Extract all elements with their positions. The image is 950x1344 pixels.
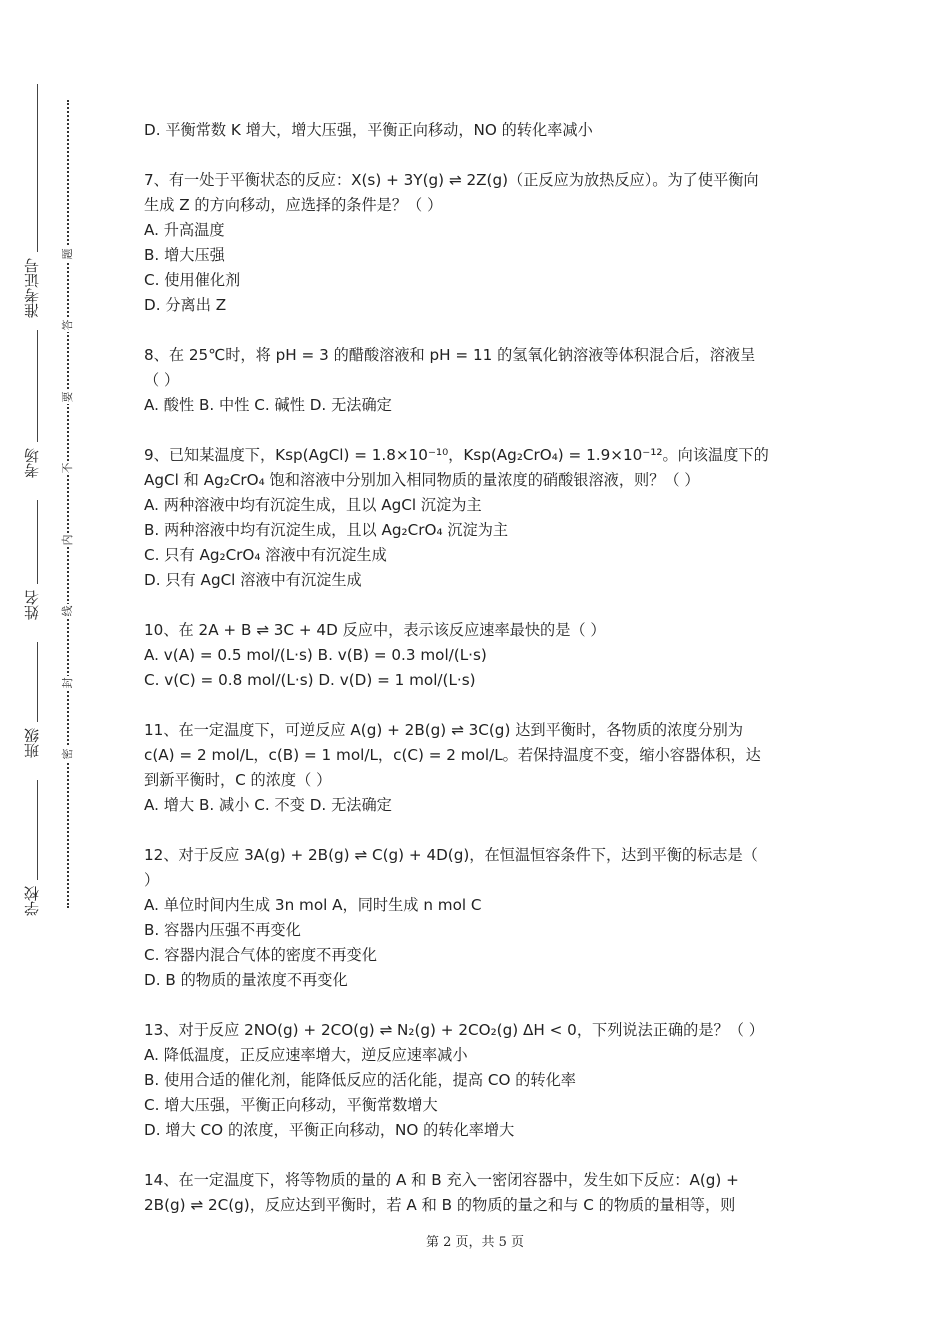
option-line: C. 容器内混合气体的密度不再变化 [144, 946, 377, 964]
question-12 [144, 843, 814, 993]
option-line: C. v(C) = 0.8 mol/(L·s) D. v(D) = 1 mol/(L·s) [144, 671, 476, 689]
option-line: D. 只有 AgCl 溶液中有沉淀生成 [144, 571, 362, 589]
option-line: A. 单位时间内生成 3n mol A，同时生成 n mol C [144, 896, 482, 914]
field-underline [37, 500, 38, 584]
question-stem: 10、在 2A + B ⇌ 3C + 4D 反应中，表示该反应速率最快的是（ ） [144, 621, 606, 639]
question-9 [144, 443, 814, 593]
field-underline [37, 642, 38, 722]
option-line: A. 降低温度，正反应速率增大，逆反应速率减小 [144, 1046, 468, 1064]
question-13 [144, 1018, 814, 1143]
option-line: D. 平衡常数 K 增大，增大压强，平衡正向移动，NO 的转化率减小 [144, 121, 593, 139]
option-line: A. 升高温度 [144, 221, 225, 239]
seal-char: 密 [61, 748, 74, 760]
question-14 [144, 1168, 814, 1218]
question-stem: AgCl 和 Ag₂CrO₄ 饱和溶液中分别加入相同物质的量浓度的硝酸银溶液，则？（ ） [144, 471, 700, 489]
question-stem: ） [144, 871, 160, 889]
seal-char: 题 [61, 248, 74, 260]
option-line: B. 使用合适的催化剂，能降低反应的活化能，提高 CO 的转化率 [144, 1071, 576, 1089]
field-label-class: 班级 [23, 728, 41, 758]
option-line: A. 酸性 B. 中性 C. 碱性 D. 无法确定 [144, 396, 392, 414]
option-line: D. 分离出 Z [144, 296, 227, 314]
field-label-school: 学校 [23, 886, 41, 916]
question-stem: 13、对于反应 2NO(g) + 2CO(g) ⇌ N₂(g) + 2CO₂(g) ΔH < 0，下列说法正确的是？（ ） [144, 1021, 764, 1039]
option-line: B. 容器内压强不再变化 [144, 921, 301, 939]
seal-char: 内 [61, 534, 74, 546]
option-line: B. 两种溶液中均有沉淀生成，且以 Ag₂CrO₄ 沉淀为主 [144, 521, 509, 539]
seal-char: 线 [61, 605, 74, 617]
question-stem: 7、有一处于平衡状态的反应：X(s) + 3Y(g) ⇌ 2Z(g)（正反应为放热反应）。为了使平衡向 [144, 171, 759, 189]
seal-char: 不 [61, 462, 74, 474]
question-stem: c(A) = 2 mol/L，c(B) = 1 mol/L，c(C) = 2 mol/L。若保持温度不变，缩小容器体积，达 [144, 746, 761, 764]
seal-char: 封 [61, 677, 74, 689]
question-stem: 2B(g) ⇌ 2C(g)，反应达到平衡时，若 A 和 B 的物质的量之和与 C 的物质的量相等，则 [144, 1196, 736, 1214]
question-stem: 12、对于反应 3A(g) + 2B(g) ⇌ C(g) + 4D(g)，在恒温恒容条件下，达到平衡的标志是（ [144, 846, 758, 864]
field-label-exam-number: 准考证号 [23, 258, 41, 318]
field-underline [37, 84, 38, 252]
field-underline [37, 780, 38, 880]
page-number: 第 2 页，共 5 页 [425, 1235, 525, 1250]
question-10 [144, 618, 814, 693]
question-stem: 生成 Z 的方向移动，应选择的条件是？（ ） [144, 196, 443, 214]
seal-char: 要 [61, 391, 74, 403]
field-label-exam-room: 考场 [23, 448, 41, 478]
option-line: A. v(A) = 0.5 mol/(L·s) B. v(B) = 0.3 mol/(L·s) [144, 646, 487, 664]
seal-char: 答 [61, 319, 74, 331]
question-8 [144, 343, 814, 418]
question-stem: 到新平衡时，C 的浓度（ ） [144, 771, 332, 789]
question-stem: 14、在一定温度下，将等物质的量的 A 和 B 充入一密闭容器中，发生如下反应：A(g) + [144, 1171, 739, 1189]
question-7 [144, 168, 814, 318]
question-list [144, 118, 814, 1243]
field-underline [37, 330, 38, 442]
seal-dotted-line [67, 100, 69, 908]
option-line: A. 增大 B. 减小 C. 不变 D. 无法确定 [144, 796, 392, 814]
option-line: D. 增大 CO 的浓度，平衡正向移动，NO 的转化率增大 [144, 1121, 515, 1139]
field-label-name: 姓名 [23, 590, 41, 620]
question-11 [144, 718, 814, 818]
option-line: B. 增大压强 [144, 246, 225, 264]
question-6-tail [144, 118, 814, 143]
option-line: C. 使用催化剂 [144, 271, 241, 289]
question-stem: 11、在一定温度下，可逆反应 A(g) + 2B(g) ⇌ 3C(g) 达到平衡时，各物质的浓度分别为 [144, 721, 744, 739]
question-stem: 8、在 25℃时，将 pH = 3 的醋酸溶液和 pH = 11 的氢氧化钠溶液等体积混合后，溶液呈 [144, 346, 756, 364]
option-line: A. 两种溶液中均有沉淀生成，且以 AgCl 沉淀为主 [144, 496, 482, 514]
question-stem: （ ） [144, 371, 180, 389]
option-line: C. 增大压强，平衡正向移动，平衡常数增大 [144, 1096, 438, 1114]
question-stem: 9、已知某温度下，Ksp(AgCl) = 1.8×10⁻¹⁰，Ksp(Ag₂CrO₄) = 1.9×10⁻¹²。向该温度下的 [144, 446, 769, 464]
option-line: C. 只有 Ag₂CrO₄ 溶液中有沉淀生成 [144, 546, 387, 564]
option-line: D. B 的物质的量浓度不再变化 [144, 971, 348, 989]
